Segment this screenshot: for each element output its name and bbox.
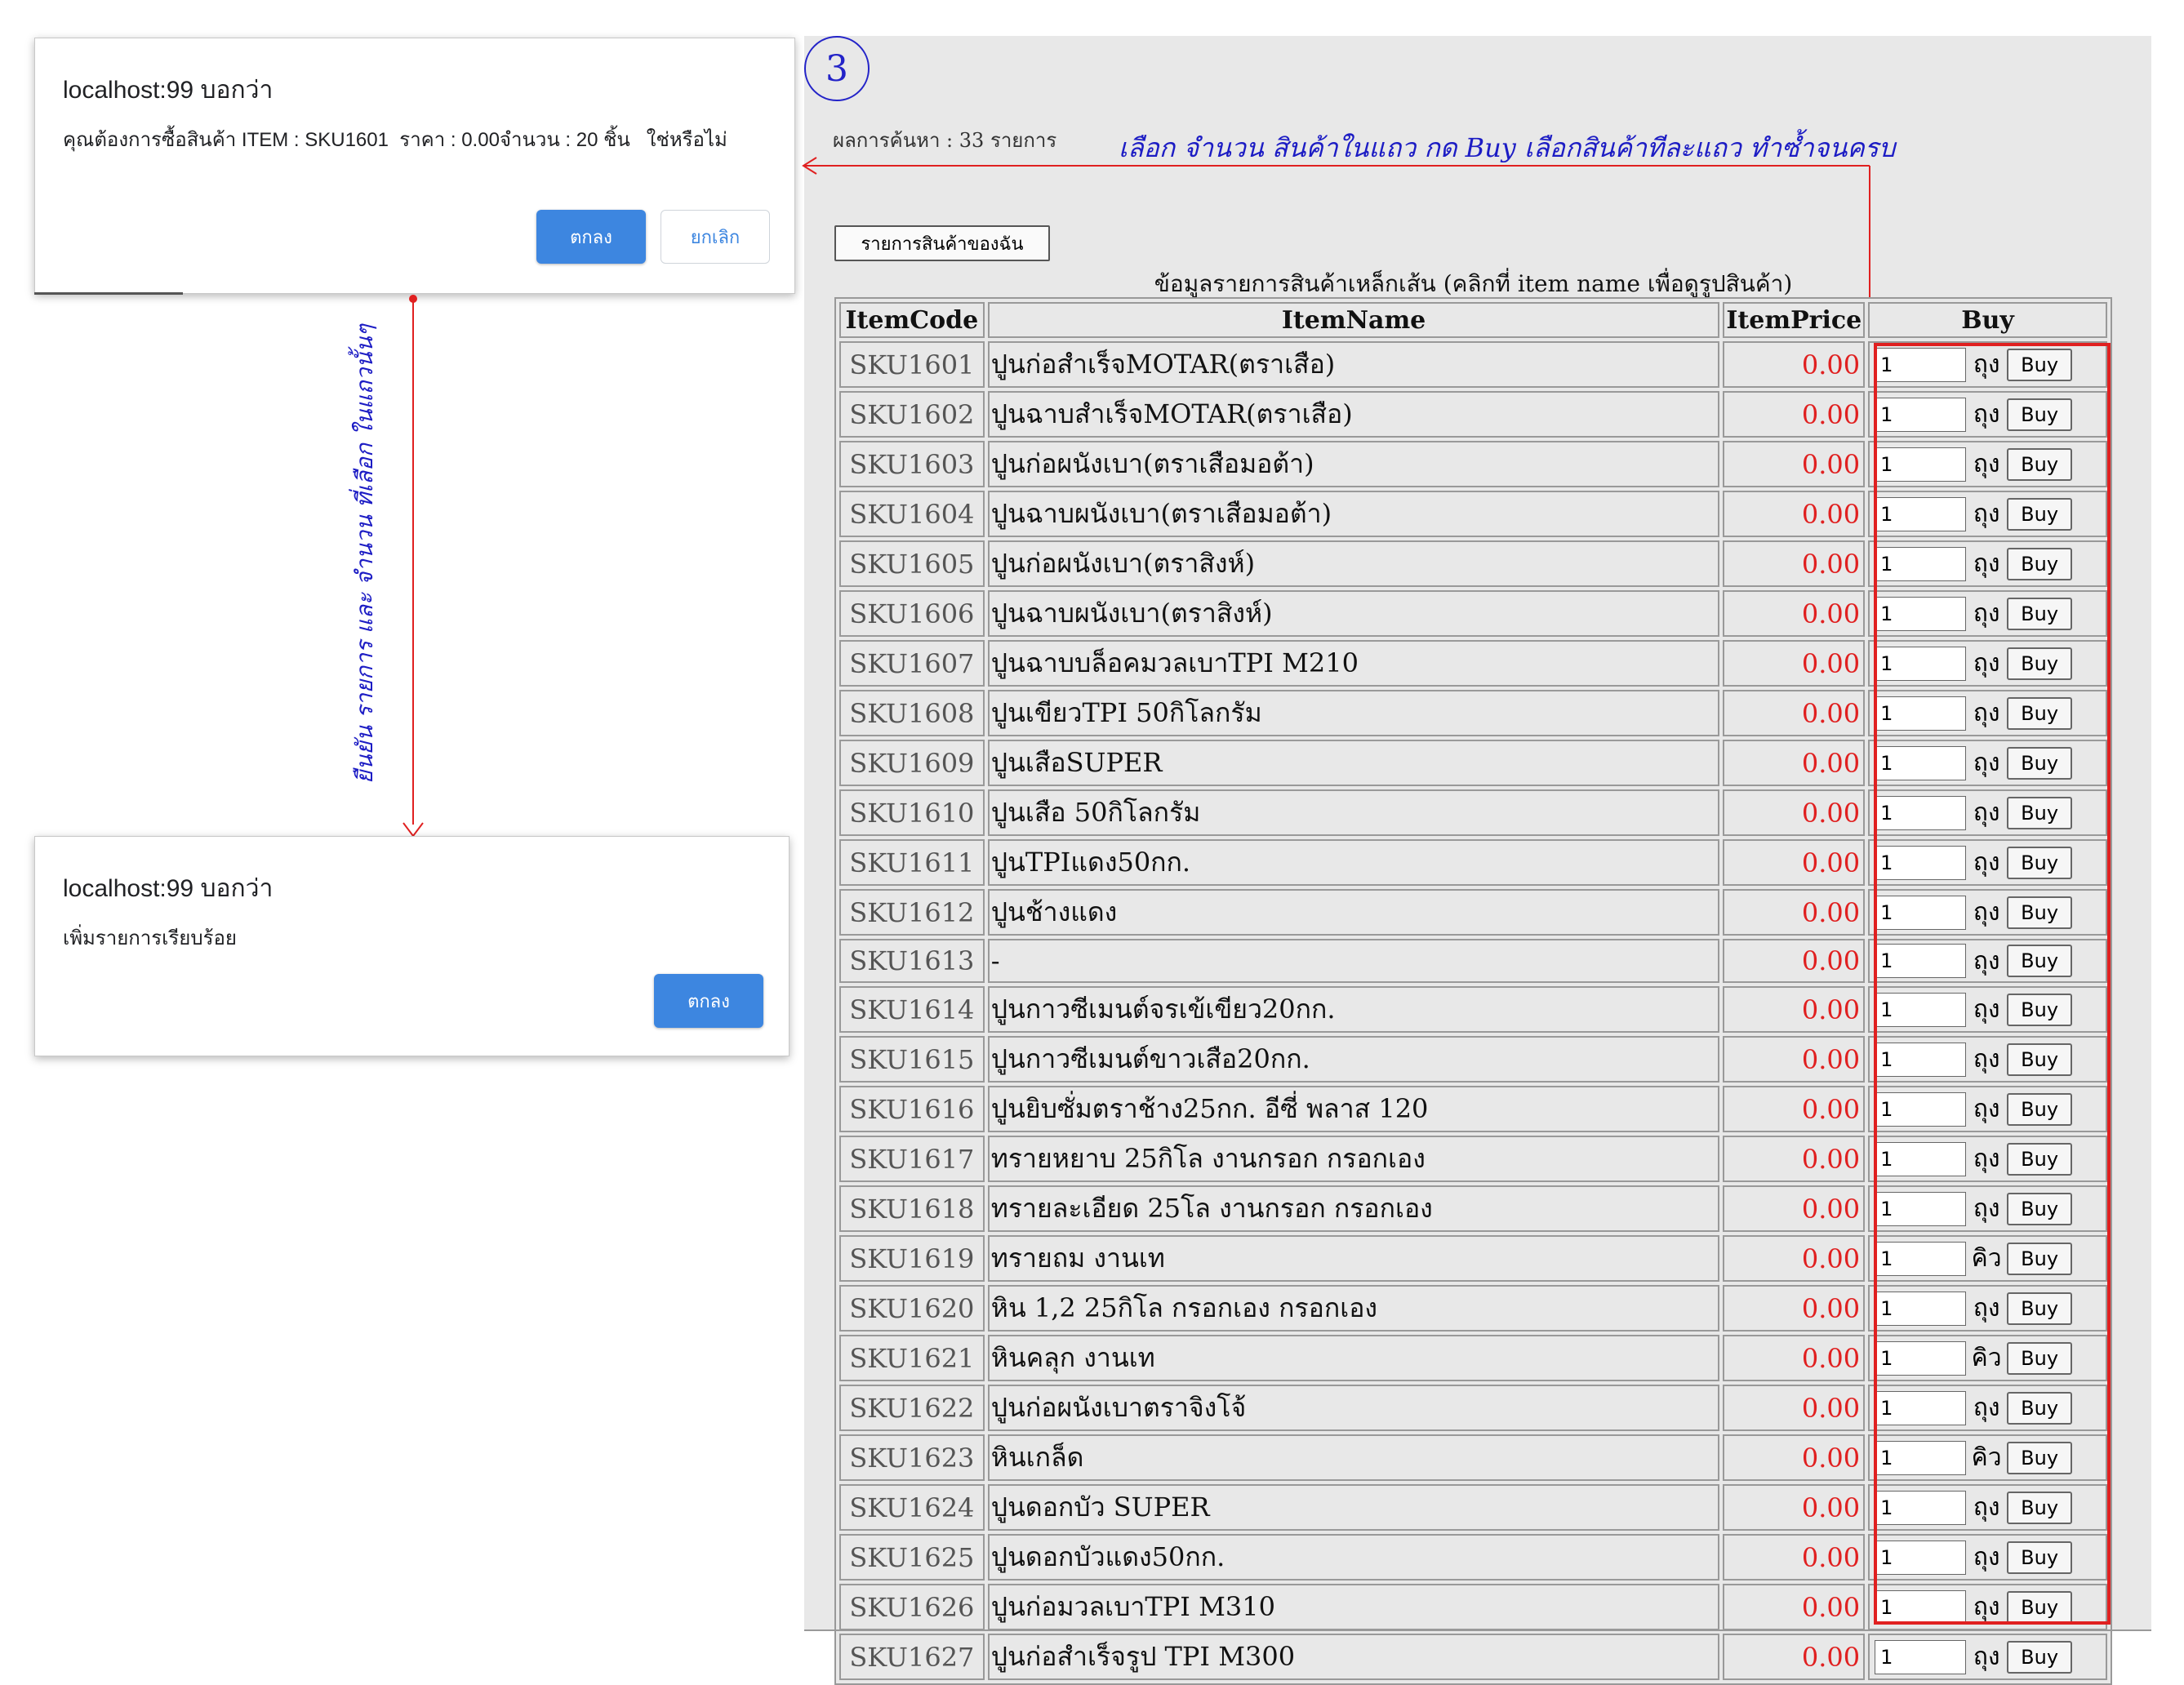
quantity-input[interactable] — [1875, 944, 1966, 978]
buy-button[interactable]: Buy — [2007, 1093, 2072, 1126]
unit-label: ถุง — [1973, 500, 2000, 528]
quantity-input[interactable] — [1875, 1491, 1966, 1525]
header-itemname: ItemName — [988, 302, 1720, 338]
item-code: SKU1626 — [839, 1584, 985, 1630]
item-name-link[interactable]: ปูนยิบซั่มตราช้าง25กก. อีซี่ พลาส 120 — [988, 1086, 1720, 1132]
item-price: 0.00 — [1723, 740, 1865, 786]
quantity-input[interactable] — [1875, 1242, 1966, 1276]
item-code: SKU1605 — [839, 540, 985, 587]
buy-cell — [1868, 640, 2107, 687]
item-name-link[interactable]: - — [988, 939, 1720, 983]
item-price: 0.00 — [1723, 889, 1865, 936]
unit-label: ถุง — [1973, 1394, 2000, 1422]
quantity-input[interactable] — [1875, 547, 1966, 581]
my-list-button[interactable]: รายการสินค้าของฉัน — [834, 225, 1050, 261]
unit-label: ถุง — [1973, 848, 2000, 877]
item-price: 0.00 — [1723, 1534, 1865, 1581]
table-row — [839, 441, 2107, 487]
buy-cell — [1868, 740, 2107, 786]
buy-cell — [1868, 1136, 2107, 1182]
success-dialog — [34, 836, 790, 1056]
item-price: 0.00 — [1723, 690, 1865, 736]
item-code: SKU1614 — [839, 986, 985, 1033]
buy-cell — [1868, 1584, 2107, 1630]
table-row — [839, 740, 2107, 786]
item-code: SKU1621 — [839, 1335, 985, 1381]
buy-button[interactable]: Buy — [2007, 1043, 2072, 1076]
quantity-input[interactable] — [1875, 1541, 1966, 1575]
item-name-link[interactable]: หินเกล็ด — [988, 1434, 1720, 1481]
item-name-link[interactable]: ปูนก่อผนังเบาตราจิงโจ้ — [988, 1385, 1720, 1431]
buy-cell — [1868, 341, 2107, 388]
table-row — [839, 1484, 2107, 1531]
divider — [34, 292, 183, 295]
buy-cell — [1868, 1534, 2107, 1581]
table-row — [839, 1036, 2107, 1083]
item-price: 0.00 — [1723, 939, 1865, 983]
item-name-link[interactable]: หิน 1,2 25กิโล กรอกเอง กรอกเอง — [988, 1285, 1720, 1332]
item-code: SKU1615 — [839, 1036, 985, 1083]
item-price: 0.00 — [1723, 1335, 1865, 1381]
unit-label: ถุง — [1973, 549, 2000, 578]
quantity-input[interactable] — [1875, 796, 1966, 830]
item-name-link[interactable]: หินคลุก งานเท — [988, 1335, 1720, 1381]
buy-button[interactable]: Buy — [2007, 1193, 2072, 1225]
buy-button[interactable]: Buy — [2007, 548, 2072, 580]
item-code: SKU1607 — [839, 640, 985, 687]
buy-cell — [1868, 391, 2107, 438]
item-price: 0.00 — [1723, 1136, 1865, 1182]
unit-label: ถุง — [1973, 1593, 2000, 1621]
unit-label: ถุง — [1973, 749, 2000, 777]
unit-label: ถุง — [1973, 995, 2000, 1024]
item-price: 0.00 — [1723, 1086, 1865, 1132]
table-row — [839, 491, 2107, 537]
quantity-input[interactable] — [1875, 1341, 1966, 1376]
table-row — [839, 1285, 2107, 1332]
quantity-input[interactable] — [1875, 696, 1966, 731]
quantity-input[interactable] — [1875, 1391, 1966, 1425]
buy-cell — [1868, 889, 2107, 936]
table-row — [839, 391, 2107, 438]
item-price: 0.00 — [1723, 1036, 1865, 1083]
item-price: 0.00 — [1723, 640, 1865, 687]
buy-button[interactable]: Buy — [2007, 448, 2072, 481]
buy-button[interactable]: Buy — [2007, 1143, 2072, 1176]
quantity-input[interactable] — [1875, 993, 1966, 1027]
table-row — [839, 1086, 2107, 1132]
unit-label: ถุง — [1973, 649, 2000, 678]
buy-cell — [1868, 1285, 2107, 1332]
buy-button[interactable]: Buy — [2007, 797, 2072, 829]
step-number-badge: 3 — [804, 36, 870, 101]
unit-label: ถุง — [1973, 599, 2000, 628]
item-code: SKU1624 — [839, 1484, 985, 1531]
item-name-link[interactable]: ปูนดอกบัวแดง50กก. — [988, 1534, 1720, 1581]
buy-cell — [1868, 441, 2107, 487]
item-code: SKU1612 — [839, 889, 985, 936]
buy-cell — [1868, 1385, 2107, 1431]
unit-label: ถุง — [1973, 699, 2000, 727]
buy-cell — [1868, 1235, 2107, 1282]
table-row — [839, 939, 2107, 983]
unit-label: ถุง — [1973, 400, 2000, 429]
buy-cell — [1868, 690, 2107, 736]
item-code: SKU1604 — [839, 491, 985, 537]
item-code: SKU1623 — [839, 1434, 985, 1481]
buy-cell — [1868, 1434, 2107, 1481]
item-name-link[interactable]: ปูนช้างแดง — [988, 889, 1720, 936]
instruction-annotation: เลือก จำนวน สินค้าในแถว กด Buy เลือกสินค้าทีละแถว ทำซ้ำจนครบ — [1119, 132, 1896, 163]
item-price: 0.00 — [1723, 391, 1865, 438]
buy-button[interactable]: Buy — [2007, 896, 2072, 929]
quantity-input[interactable] — [1875, 398, 1966, 432]
buy-button[interactable]: Buy — [2007, 647, 2072, 680]
item-code: SKU1609 — [839, 740, 985, 786]
dialog-title: localhost:99 บอกว่า — [63, 875, 274, 902]
table-row — [839, 1385, 2107, 1431]
quantity-input[interactable] — [1875, 1142, 1966, 1176]
quantity-input[interactable] — [1875, 1092, 1966, 1127]
item-code: SKU1617 — [839, 1136, 985, 1182]
item-name-link[interactable]: ปูนก่อผนังเบา(ตราเสือมอต้า) — [988, 441, 1720, 487]
item-code: SKU1601 — [839, 341, 985, 388]
item-name-link[interactable]: ทรายละเอียด 25โล งานกรอก กรอกเอง — [988, 1185, 1720, 1232]
buy-button[interactable]: Buy — [2007, 1591, 2072, 1624]
item-price: 0.00 — [1723, 341, 1865, 388]
buy-button[interactable]: Buy — [2007, 747, 2072, 780]
unit-label: ถุง — [1973, 1643, 2000, 1671]
table-row — [839, 789, 2107, 836]
item-name-link[interactable]: ปูนฉาบผนังเบา(ตราเสือมอต้า) — [988, 491, 1720, 537]
buy-cell — [1868, 986, 2107, 1033]
table-header-row — [839, 302, 2107, 338]
item-name-link[interactable]: ปูนก่อสำเร็จรูป TPI M300 — [988, 1634, 1720, 1680]
table-row — [839, 1235, 2107, 1282]
unit-label: ถุง — [1973, 1493, 2000, 1522]
quantity-input[interactable] — [1875, 746, 1966, 780]
item-name-link[interactable]: ปูนเสือ 50กิโลกรัม — [988, 789, 1720, 836]
item-name-link[interactable]: ปูนดอกบัว SUPER — [988, 1484, 1720, 1531]
table-row — [839, 1534, 2107, 1581]
product-table — [834, 297, 2112, 1685]
item-code: SKU1608 — [839, 690, 985, 736]
table-row — [839, 889, 2107, 936]
buy-cell — [1868, 789, 2107, 836]
buy-cell — [1868, 1036, 2107, 1083]
table-row — [839, 540, 2107, 587]
item-name-link[interactable]: ทรายถม งานเท — [988, 1235, 1720, 1282]
quantity-input[interactable] — [1875, 1640, 1966, 1674]
unit-label: ถุง — [1973, 1145, 2000, 1173]
dialog-message: คุณต้องการซื้อสินค้า ITEM : SKU1601 ราคา : 0.00จำนวน : 20 ชิ้น ใช่หรือไม่ — [63, 129, 727, 151]
item-name-link[interactable]: ปูนกาวซีเมนต์ขาวเสือ20กก. — [988, 1036, 1720, 1083]
unit-label: ถุง — [1973, 1095, 2000, 1123]
buy-button[interactable]: Buy — [2007, 1541, 2072, 1574]
unit-label: ถุง — [1973, 450, 2000, 478]
item-price: 0.00 — [1723, 441, 1865, 487]
dialog-message: เพิ่มรายการเรียบร้อย — [63, 927, 237, 949]
table-row — [839, 1434, 2107, 1481]
down-arrow-connector — [400, 294, 426, 839]
table-caption: ข้อมูลรายการสินค้าเหล็กเส้น (คลิกที่ item name เพื่อดูรูปสินค้า) — [1154, 270, 1793, 297]
item-code: SKU1618 — [839, 1185, 985, 1232]
unit-label: ถุง — [1973, 1294, 2000, 1323]
buy-button[interactable]: Buy — [2007, 1492, 2072, 1524]
buy-button[interactable]: Buy — [2007, 847, 2072, 879]
buy-cell — [1868, 540, 2107, 587]
item-name-link[interactable]: ปูนTPIแดง50กก. — [988, 839, 1720, 886]
buy-cell — [1868, 491, 2107, 537]
quantity-input[interactable] — [1875, 1590, 1966, 1625]
confirm-cancel-button[interactable]: ยกเลิก — [661, 210, 770, 264]
buy-cell — [1868, 1634, 2107, 1680]
quantity-input[interactable] — [1875, 1192, 1966, 1226]
item-code: SKU1603 — [839, 441, 985, 487]
unit-label: ถุง — [1973, 898, 2000, 927]
item-price: 0.00 — [1723, 839, 1865, 886]
buy-button[interactable]: Buy — [2007, 697, 2072, 730]
buy-cell — [1868, 1335, 2107, 1381]
unit-label: คิว — [1971, 1244, 2002, 1273]
buy-cell — [1868, 590, 2107, 637]
item-name-link[interactable]: ปูนก่อมวลเบาTPI M310 — [988, 1584, 1720, 1630]
buy-button[interactable]: Buy — [2007, 349, 2072, 381]
buy-button[interactable]: Buy — [2007, 1392, 2072, 1425]
quantity-input[interactable] — [1875, 497, 1966, 531]
buy-button[interactable]: Buy — [2007, 1342, 2072, 1375]
item-code: SKU1627 — [839, 1634, 985, 1680]
item-code: SKU1611 — [839, 839, 985, 886]
unit-label: ถุง — [1973, 1543, 2000, 1572]
unit-label: ถุง — [1973, 350, 2000, 379]
quantity-input[interactable] — [1875, 896, 1966, 930]
header-buy: Buy — [1868, 302, 2107, 338]
header-itemcode: ItemCode — [839, 302, 985, 338]
buy-button[interactable]: Buy — [2007, 994, 2072, 1026]
buy-button[interactable]: Buy — [2007, 398, 2072, 431]
header-itemprice: ItemPrice — [1723, 302, 1865, 338]
item-code: SKU1606 — [839, 590, 985, 637]
table-row — [839, 590, 2107, 637]
unit-label: ถุง — [1973, 1045, 2000, 1074]
unit-label: ถุง — [1973, 946, 2000, 976]
confirm-ok-button[interactable]: ตกลง — [536, 210, 646, 264]
table-row — [839, 690, 2107, 736]
item-code: SKU1622 — [839, 1385, 985, 1431]
item-name-link[interactable]: ทรายหยาบ 25กิโล งานกรอก กรอกเอง — [988, 1136, 1720, 1182]
quantity-input[interactable] — [1875, 1292, 1966, 1326]
quantity-input[interactable] — [1875, 1043, 1966, 1077]
buy-cell — [1868, 1484, 2107, 1531]
item-name-link[interactable]: ปูนฉาบสำเร็จMOTAR(ตราเสือ) — [988, 391, 1720, 438]
buy-button[interactable]: Buy — [2007, 1243, 2072, 1275]
item-name-link[interactable]: ปูนก่อผนังเบา(ตราสิงห์) — [988, 540, 1720, 587]
buy-button[interactable]: Buy — [2007, 598, 2072, 630]
confirm-dialog — [34, 38, 795, 294]
item-name-link[interactable]: ปูนฉาบผนังเบา(ตราสิงห์) — [988, 590, 1720, 637]
unit-label: ถุง — [1973, 798, 2000, 827]
divider — [804, 1629, 2151, 1631]
table-row — [839, 1584, 2107, 1630]
item-price: 0.00 — [1723, 590, 1865, 637]
confirm-annotation: ยืนยัน รายการ และ จำนวน ที่เลือก ในแถวนั้นๆ — [351, 324, 378, 784]
table-row — [839, 1136, 2107, 1182]
buy-cell — [1868, 1086, 2107, 1132]
item-code: SKU1620 — [839, 1285, 985, 1332]
item-price: 0.00 — [1723, 1584, 1865, 1630]
table-row — [839, 1634, 2107, 1680]
search-results-count: ผลการค้นหา : 33 รายการ — [833, 129, 1057, 152]
item-price: 0.00 — [1723, 1285, 1865, 1332]
item-price: 0.00 — [1723, 789, 1865, 836]
buy-cell — [1868, 939, 2107, 983]
item-name-link[interactable]: ปูนเขียวTPI 50กิโลกรัม — [988, 690, 1720, 736]
quantity-input[interactable] — [1875, 597, 1966, 631]
unit-label: คิว — [1971, 1344, 2002, 1372]
quantity-input[interactable] — [1875, 1441, 1966, 1475]
item-name-link[interactable]: ปูนฉาบบล็อคมวลเบาTPI M210 — [988, 640, 1720, 687]
item-price: 0.00 — [1723, 491, 1865, 537]
table-row — [839, 1335, 2107, 1381]
item-price: 0.00 — [1723, 986, 1865, 1033]
table-row — [839, 1185, 2107, 1232]
item-price: 0.00 — [1723, 1185, 1865, 1232]
item-price: 0.00 — [1723, 1235, 1865, 1282]
item-code: SKU1602 — [839, 391, 985, 438]
item-code: SKU1625 — [839, 1534, 985, 1581]
success-ok-button[interactable]: ตกลง — [654, 974, 763, 1028]
item-price: 0.00 — [1723, 1484, 1865, 1531]
table-row — [839, 839, 2107, 886]
table-row — [839, 986, 2107, 1033]
item-price: 0.00 — [1723, 1385, 1865, 1431]
item-name-link[interactable]: ปูนเสือSUPER — [988, 740, 1720, 786]
item-price: 0.00 — [1723, 1434, 1865, 1481]
item-name-link[interactable]: ปูนก่อสำเร็จMOTAR(ตราเสือ) — [988, 341, 1720, 388]
table-row — [839, 341, 2107, 388]
item-code: SKU1610 — [839, 789, 985, 836]
quantity-input[interactable] — [1875, 447, 1966, 482]
item-price: 0.00 — [1723, 1634, 1865, 1680]
buy-button[interactable]: Buy — [2007, 1442, 2072, 1474]
buy-button[interactable]: Buy — [2007, 498, 2072, 531]
item-code: SKU1616 — [839, 1086, 985, 1132]
item-code: SKU1613 — [839, 939, 985, 983]
item-code: SKU1619 — [839, 1235, 985, 1282]
unit-label: คิว — [1971, 1443, 2002, 1472]
quantity-input[interactable] — [1875, 846, 1966, 880]
dialog-title: localhost:99 บอกว่า — [63, 77, 274, 104]
buy-cell — [1868, 1185, 2107, 1232]
buy-button[interactable]: Buy — [2007, 1292, 2072, 1325]
item-name-link[interactable]: ปูนกาวซีเมนต์จรเข้เขียว20กก. — [988, 986, 1720, 1033]
quantity-input[interactable] — [1875, 348, 1966, 382]
table-row — [839, 640, 2107, 687]
buy-cell — [1868, 839, 2107, 886]
buy-button[interactable]: Buy — [2007, 945, 2072, 977]
quantity-input[interactable] — [1875, 647, 1966, 681]
unit-label: ถุง — [1973, 1194, 2000, 1223]
buy-button[interactable]: Buy — [2007, 1641, 2072, 1674]
item-price: 0.00 — [1723, 540, 1865, 587]
